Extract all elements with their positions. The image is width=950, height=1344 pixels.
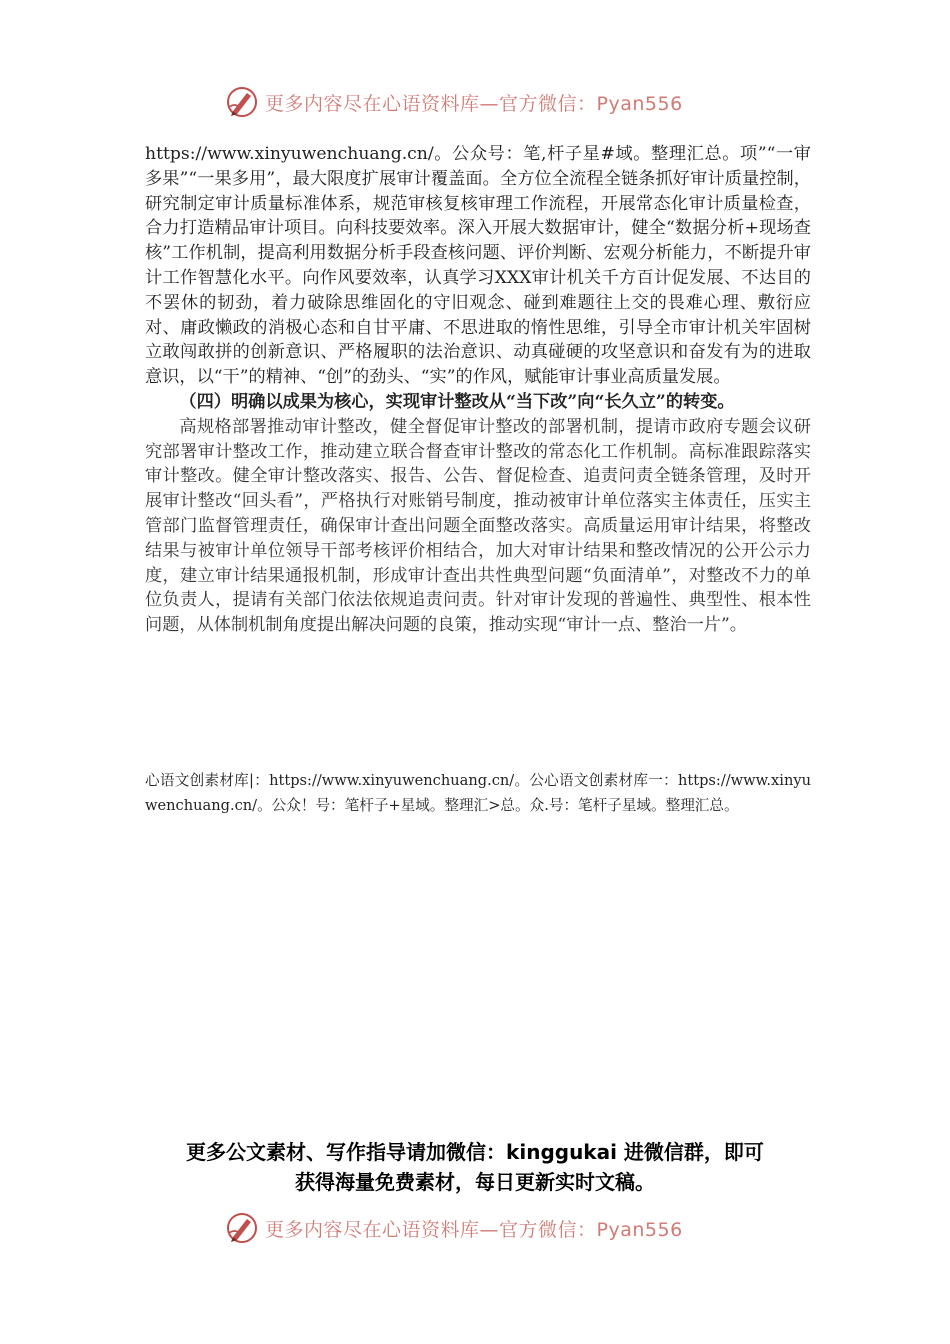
footer-banner-text: 更多内容尽在心语资料库—官方微信：Pyan556 (265, 1218, 683, 1241)
promo-line: 更多公文素材、写作指导请加微信：kinggukai 进微信群，即可 (186, 1140, 764, 1164)
pen-logo-icon (225, 1211, 259, 1245)
pen-logo-icon (225, 85, 259, 119)
body-paragraph: 高规格部署推动审计整改，健全督促审计整改的部署机制，提请市政府专题会议研究部署审计整改工作，推动建立联合督查审计整改的常态化工作机制。高标准跟踪落实审计整改。健全审计整改落实、报告、公告、督促检查、追责问责全链条管理，及时开展审计整改“回头看”，严格执行对账销号制度，推动被审计单位落实主体责任，压实主管部门监督管理责任，确保审计查出问题全面整改落实。高质量运用审计结果，将整改结果与被审计单位领导干部考核评价相结合，加大对审计结果和整改情况的公开公示力度，建立审计结果通报机制，形成审计查出共性典型问题“负面清单”，对整改不力的单位负责人，提请有关部门依法依规追责问责。针对审计发现的普遍性、典型性、根本性问题，从体制机制角度提出解决问题的良策，推动实现“审计一点、整治一片”。 (145, 416, 811, 636)
document-body (145, 142, 811, 638)
body-paragraph: https://www.xinyuwenchuang.cn/。公众号：笔,杆子星#域。整理汇总。项”“一审多果”“一果多用”，最大限度扩展审计覆盖面。全方位全流程全链条抓好审计质量控制，研究制定审计质量标准体系，规范审核复核审理工作流程，开展常态化审计质量检查，合力打造精品审计项目。向科技要效率。深入开展大数据审计，健全“数据分析+现场查核”工作机制，提高利用数据分析手段查核问题、评价判断、宏观分析能力，不断提升审计工作智慧化水平。向作风要效率，认真学习XXX审计机关千方百计促发展、不达目的不罢休的韧劲，着力破除思维固化的守旧观念、碰到难题往上交的畏难心理、敷衍应对、庸政懒政的消极心态和自甘平庸、不思进取的惰性思维，引导全市审计机关牢固树立敢闯敢拼的创新意识、严格履职的法治意识、动真碰硬的攻坚意识和奋发有为的进取意识，以“干”的精神、“创”的劲头、“实”的作风，赋能审计事业高质量发展。 (145, 144, 811, 388)
footer-banner (225, 1208, 745, 1248)
promo-notice (100, 1137, 850, 1197)
section-heading: （四）明确以成果为核心，实现审计整改从“当下改”向“长久立”的转变。 (179, 391, 735, 412)
source-note: 心语文创素材库|：https://www.xinyuwenchuang.cn/。公心语文创素材库一：https://www.xinyuwenchuang.cn/。公众！号：笔杆子+星域。整理汇>总。众.号：笔杆子星域。整理汇总。 (145, 772, 811, 814)
header-banner-text: 更多内容尽在心语资料库—官方微信：Pyan556 (265, 92, 683, 115)
header-banner (225, 82, 745, 122)
promo-line: 获得海量免费素材，每日更新实时文稿。 (295, 1170, 655, 1194)
